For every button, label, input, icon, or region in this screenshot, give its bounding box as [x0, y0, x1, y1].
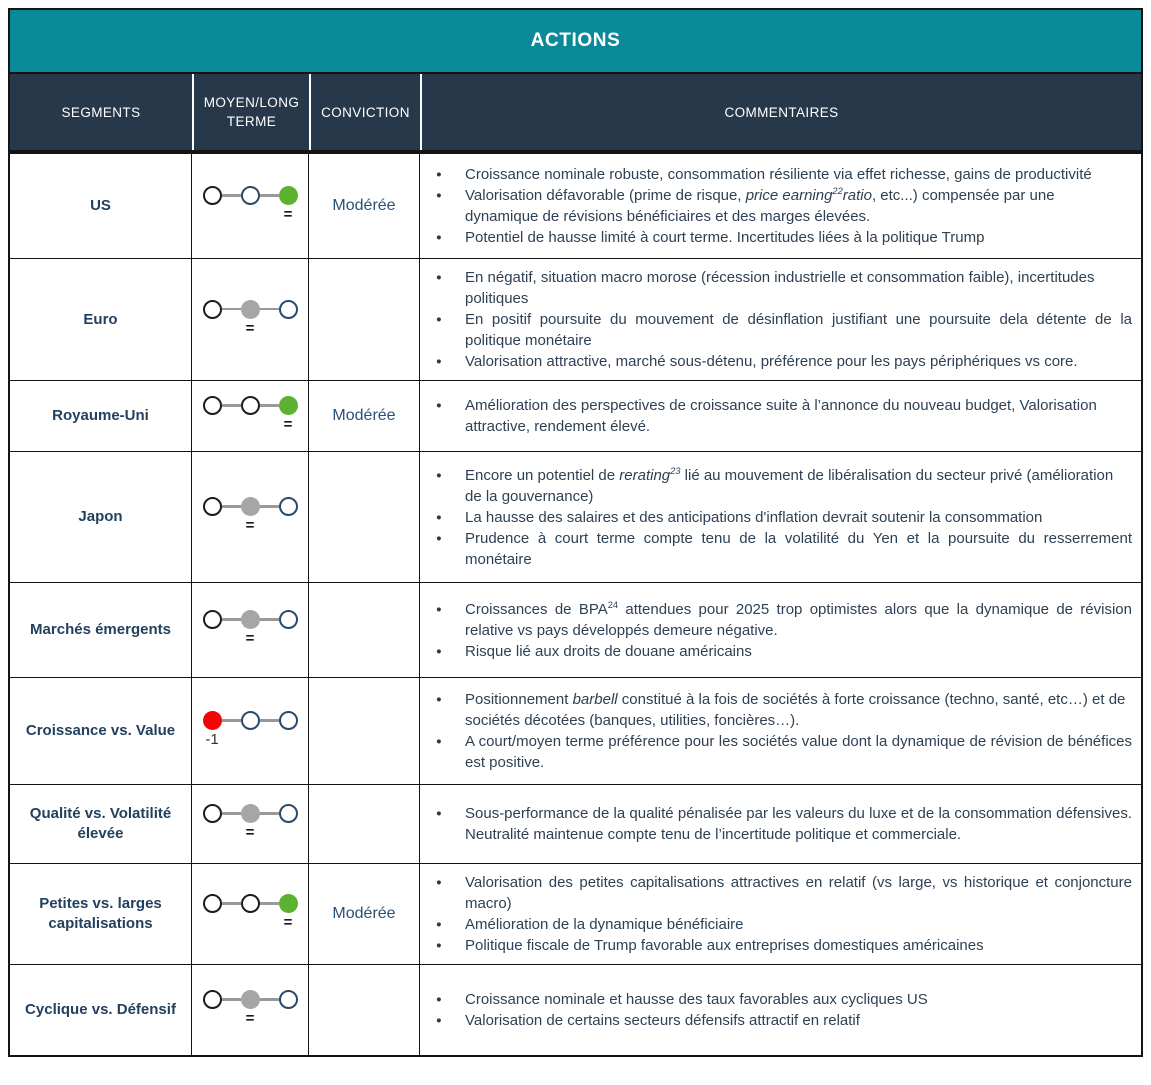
- comments-cell: [420, 678, 1141, 784]
- indicator-connector: [222, 812, 241, 815]
- position-dot: [241, 610, 260, 629]
- position-indicator: [203, 186, 298, 226]
- comments-cell: [420, 785, 1141, 863]
- position-circle: [279, 990, 298, 1009]
- comment-item: [420, 914, 1141, 935]
- conviction-cell: [309, 678, 420, 784]
- comment-item: [420, 309, 1141, 351]
- positioning-cell: [192, 785, 309, 863]
- conviction-cell: [309, 864, 420, 964]
- comment-item: [420, 731, 1141, 773]
- bullet-icon: ●: [436, 232, 442, 243]
- segment-cell: [10, 259, 192, 380]
- segment-cell: [10, 785, 192, 863]
- table-row: [10, 785, 1141, 864]
- segment-label: Petites vs. larges capitalisations: [39, 895, 162, 932]
- conviction-cell: [309, 259, 420, 380]
- conviction-cell: [309, 381, 420, 451]
- position-circle: [241, 894, 260, 913]
- bullet-icon: ●: [436, 808, 442, 819]
- table-row: [10, 381, 1141, 452]
- comment-item: [420, 641, 1141, 662]
- position-circle: [203, 990, 222, 1009]
- comment-item: [420, 1010, 1141, 1031]
- positioning-cell: [192, 452, 309, 582]
- bullet-icon: ●: [436, 603, 442, 615]
- bullet-icon: ●: [436, 314, 442, 325]
- positioning-cell: [192, 864, 309, 964]
- comment-text: Prudence à court terme compte tenu de la volatilité du Yen et la poursuite du resserrement monétaire: [465, 529, 1132, 568]
- position-dot: [241, 990, 260, 1009]
- comments-list: [420, 591, 1141, 670]
- indicator-connector: [222, 194, 241, 197]
- actions-table: [8, 8, 1143, 1057]
- table-row: [10, 864, 1141, 965]
- segment-label: Marchés émergents: [30, 621, 171, 638]
- segment-cell: [10, 965, 192, 1055]
- segment-label: Royaume-Uni: [52, 407, 149, 424]
- comments-cell: [420, 583, 1141, 677]
- bullet-icon: ●: [436, 532, 442, 544]
- position-circle: [203, 894, 222, 913]
- table-row: [10, 154, 1141, 259]
- comment-item: [420, 989, 1141, 1010]
- comment-text: Risque lié aux droits de douane américains: [465, 642, 752, 660]
- comments-cell: [420, 965, 1141, 1055]
- comment-item: [420, 528, 1141, 570]
- indicator-dots: [203, 300, 298, 319]
- comment-text: En négatif, situation macro morose (récession industrielle et consommation faible), incertitudes politiques: [465, 269, 1095, 307]
- position-circle: [203, 186, 222, 205]
- position-circle: [241, 396, 260, 415]
- positioning-cell: [192, 381, 309, 451]
- indicator-label: =: [283, 416, 293, 433]
- indicator-connector: [260, 618, 279, 621]
- position-indicator: [203, 610, 298, 650]
- position-circle: [203, 804, 222, 823]
- comment-item: [420, 395, 1141, 437]
- comment-text: Positionnement barbell constitué à la fois de sociétés à forte croissance (techno, santé, etc…) et de sociétés décotées (banques, utilities, foncières…).: [465, 691, 1126, 729]
- indicator-label: =: [245, 319, 255, 337]
- column-header-commentaires: COMMENTAIRES: [420, 74, 1141, 150]
- table-row: [10, 259, 1141, 381]
- comment-item: [420, 872, 1141, 914]
- conviction-cell: [309, 583, 420, 677]
- table-row: [10, 678, 1141, 785]
- segment-label: Qualité vs. Volatilité élevée: [29, 805, 172, 842]
- comments-list: [420, 864, 1141, 964]
- indicator-label: =: [245, 517, 255, 534]
- position-indicator: [203, 711, 298, 751]
- indicator-dots: [203, 497, 298, 516]
- comment-item: [420, 803, 1141, 845]
- comments-list: [420, 457, 1141, 578]
- segment-cell: [10, 678, 192, 784]
- comment-item: [420, 267, 1141, 309]
- indicator-label: =: [245, 1010, 255, 1027]
- conviction-label: Modérée: [332, 905, 396, 922]
- bullet-icon: ●: [436, 877, 442, 888]
- comments-list: [420, 795, 1141, 853]
- conviction-cell: [309, 785, 420, 863]
- segment-label: Croissance vs. Value: [25, 722, 176, 739]
- bullet-icon: ●: [436, 736, 442, 747]
- indicator-connector: [222, 308, 241, 311]
- segment-cell: [10, 381, 192, 451]
- indicator-connector: [222, 505, 241, 508]
- position-circle: [279, 610, 298, 629]
- position-circle: [241, 186, 260, 205]
- comment-text: Politique fiscale de Trump favorable aux entreprises domestiques américaines: [465, 937, 984, 954]
- comment-text: Valorisation défavorable (prime de risque, price earning$^{22}$ratio, etc...) compensée par une dynamique de révisions bénéficiaires et des marges élevées.: [465, 186, 1055, 225]
- comments-list: [420, 156, 1141, 256]
- indicator-connector: [222, 404, 241, 407]
- position-circle: [241, 711, 260, 730]
- comment-text: Amélioration de la dynamique bénéficiaire: [465, 916, 744, 933]
- indicator-dots: [203, 396, 298, 415]
- indicator-label: =: [245, 824, 255, 841]
- position-indicator: [203, 804, 298, 844]
- table-title-band: [10, 10, 1141, 74]
- indicator-label: =: [283, 206, 293, 223]
- position-circle: [203, 396, 222, 415]
- position-circle: [203, 497, 222, 516]
- segment-cell: [10, 452, 192, 582]
- bullet-icon: ●: [436, 919, 442, 930]
- position-dot: [279, 186, 298, 205]
- indicator-label: =: [283, 914, 293, 931]
- indicator-connector: [222, 902, 241, 905]
- indicator-dots: [203, 990, 298, 1009]
- indicator-connector: [260, 505, 279, 508]
- column-header-row: [10, 74, 1141, 150]
- comment-text: Encore un potentiel de rerating$^{23}$ lié au mouvement de libéralisation du secteur privé (amélioration de la gouvernance): [465, 465, 1114, 505]
- table-row: [10, 583, 1141, 678]
- comment-text: La hausse des salaires et des anticipations d'inflation devrait soutenir la consommation: [465, 508, 1043, 526]
- segment-cell: [10, 583, 192, 677]
- bullet-icon: ●: [436, 645, 442, 657]
- comments-cell: [420, 259, 1141, 380]
- conviction-cell: [309, 965, 420, 1055]
- comments-cell: [420, 381, 1141, 451]
- indicator-connector: [260, 194, 279, 197]
- comment-text: A court/moyen terme préférence pour les sociétés value dont la dynamique de révision de bénéfices est positive.: [465, 733, 1132, 771]
- comment-item: [420, 599, 1141, 641]
- comment-item: [420, 185, 1141, 227]
- position-dot: [241, 804, 260, 823]
- conviction-label: Modérée: [332, 407, 396, 424]
- comment-text: Croissance nominale et hausse des taux favorables aux cycliques US: [465, 991, 928, 1008]
- conviction-cell: [309, 452, 420, 582]
- comment-text: Croissances de BPA$^{24}$ attendues pour 2025 trop optimistes alors que la dynamique de révision relative vs pays développés demeure négative.: [465, 599, 1132, 639]
- indicator-connector: [260, 812, 279, 815]
- bullet-icon: ●: [436, 190, 442, 201]
- indicator-connector: [222, 719, 241, 722]
- bullet-icon: ●: [436, 511, 442, 523]
- comment-item: [420, 689, 1141, 731]
- segment-label: US: [90, 197, 111, 214]
- indicator-connector: [222, 618, 241, 621]
- position-indicator: [203, 894, 298, 934]
- comments-cell: [420, 154, 1141, 258]
- bullet-icon: ●: [436, 469, 442, 481]
- comment-item: [420, 465, 1141, 507]
- conviction-cell: [309, 154, 420, 258]
- column-header-segments: SEGMENTS: [61, 104, 141, 120]
- indicator-connector: [260, 902, 279, 905]
- comments-cell: [420, 864, 1141, 964]
- position-indicator: [203, 396, 298, 436]
- comment-text: Amélioration des perspectives de croissance suite à l’annonce du nouveau budget, Valorisation attractive, rendement élevé.: [465, 397, 1097, 435]
- position-dot: [241, 300, 260, 319]
- positioning-cell: [192, 154, 309, 258]
- segment-cell: [10, 864, 192, 964]
- table-title: ACTIONS: [530, 30, 621, 51]
- bullet-icon: ●: [436, 694, 442, 705]
- bullet-icon: ●: [436, 169, 442, 180]
- comments-cell: [420, 452, 1141, 582]
- comments-list: [420, 259, 1141, 380]
- indicator-connector: [260, 998, 279, 1001]
- table-row: [10, 965, 1141, 1055]
- indicator-dots: [203, 610, 298, 629]
- comment-text: Valorisation de certains secteurs défensifs attractif en relatif: [465, 1012, 860, 1029]
- positioning-cell: [192, 259, 309, 380]
- position-circle: [203, 300, 222, 319]
- segment-label: Japon: [78, 508, 123, 525]
- position-dot: [203, 711, 222, 730]
- table-row: [10, 452, 1141, 583]
- segment-label: Euro: [83, 310, 118, 328]
- position-dot: [279, 396, 298, 415]
- conviction-label: Modérée: [332, 197, 396, 214]
- indicator-connector: [260, 719, 279, 722]
- segment-label: Cyclique vs. Défensif: [25, 1001, 176, 1018]
- indicator-dots: [203, 804, 298, 823]
- comment-text: En positif poursuite du mouvement de désinflation justifiant une poursuite dela détente de la politique monétaire: [465, 311, 1132, 349]
- bullet-icon: ●: [436, 1015, 442, 1026]
- position-circle: [279, 804, 298, 823]
- comment-item: [420, 227, 1141, 248]
- position-indicator: [203, 990, 298, 1030]
- comments-list: [420, 981, 1141, 1039]
- comment-text: Valorisation des petites capitalisations attractives en relatif (vs large, vs historique et conjoncture macro): [465, 874, 1132, 912]
- column-header-moyen-long-terme: MOYEN/LONG TERME: [192, 74, 309, 150]
- comment-item: [420, 935, 1141, 956]
- comment-text: Potentiel de hausse limité à court terme. Incertitudes liées à la politique Trump: [465, 229, 985, 246]
- position-circle: [279, 300, 298, 319]
- bullet-icon: ●: [436, 994, 442, 1005]
- comments-list: [420, 387, 1141, 445]
- comment-text: Sous-performance de la qualité pénalisée par les valeurs du luxe et de la consommation défensives. Neutralité maintenue compte tenu de l’incertitude politique et commerciale.: [465, 805, 1132, 843]
- indicator-dots: [203, 894, 298, 913]
- position-dot: [241, 497, 260, 516]
- position-circle: [279, 497, 298, 516]
- comment-item: [420, 164, 1141, 185]
- table-body: [10, 154, 1141, 1055]
- comment-item: [420, 351, 1141, 372]
- position-dot: [279, 894, 298, 913]
- bullet-icon: ●: [436, 272, 442, 283]
- positioning-cell: [192, 965, 309, 1055]
- indicator-label: -1: [205, 731, 219, 748]
- comment-text: Croissance nominale robuste, consommation résiliente via effet richesse, gains de productivité: [465, 166, 1092, 183]
- position-circle: [279, 711, 298, 730]
- comments-list: [420, 681, 1141, 781]
- column-header-conviction: CONVICTION: [309, 74, 420, 150]
- position-indicator: [203, 497, 298, 537]
- indicator-connector: [222, 998, 241, 1001]
- positioning-cell: [192, 583, 309, 677]
- position-circle: [203, 610, 222, 629]
- comment-item: [420, 507, 1141, 528]
- indicator-connector: [260, 404, 279, 407]
- indicator-dots: [203, 186, 298, 205]
- comment-text: Valorisation attractive, marché sous-détenu, préférence pour les pays périphériques vs core.: [465, 353, 1078, 370]
- bullet-icon: ●: [436, 400, 442, 411]
- bullet-icon: ●: [436, 940, 442, 951]
- bullet-icon: ●: [436, 356, 442, 367]
- indicator-label: =: [245, 630, 255, 647]
- segment-cell: [10, 154, 192, 258]
- positioning-cell: [192, 678, 309, 784]
- position-indicator: [203, 300, 298, 340]
- indicator-dots: [203, 711, 298, 730]
- indicator-connector: [260, 308, 279, 311]
